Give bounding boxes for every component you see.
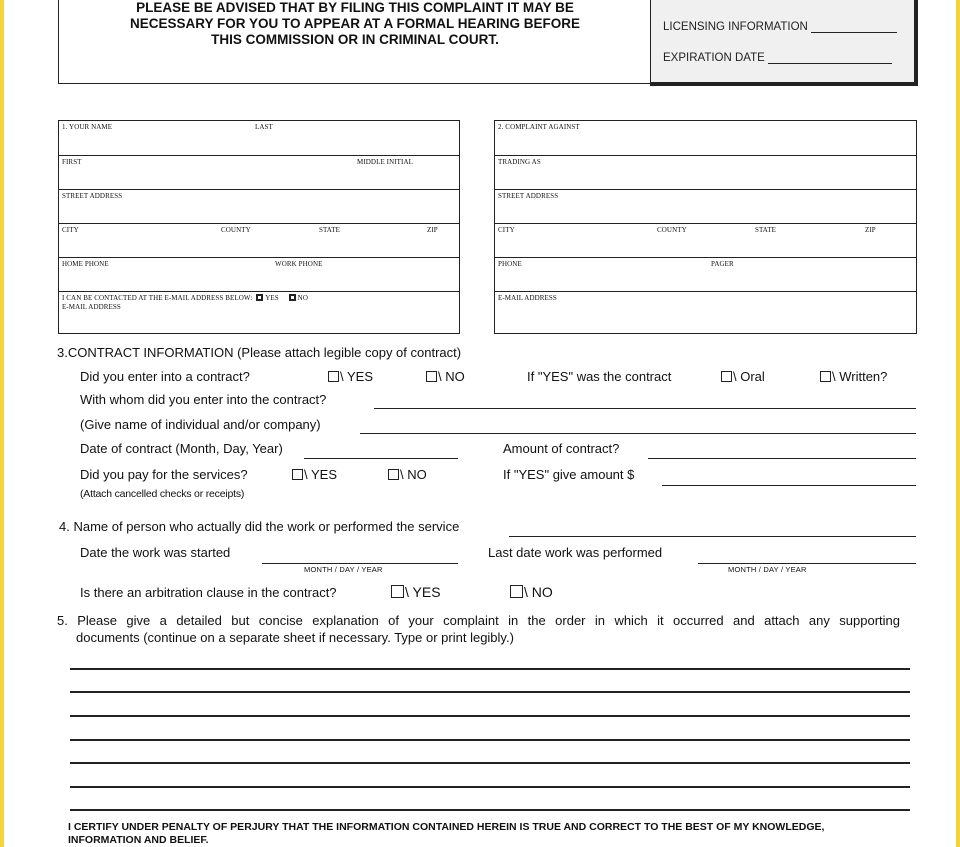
email-no-checkbox[interactable]: [289, 294, 296, 301]
complaint-against-box: [494, 120, 917, 334]
paid-no-option[interactable]: [388, 467, 427, 482]
contract-no-option[interactable]: [426, 369, 465, 384]
name-cell[interactable]: [59, 121, 459, 155]
your-name-label: 1. YOUR NAME: [62, 123, 113, 131]
contract-date-question: Date of contract (Month, Day, Year): [80, 441, 283, 456]
expiration-date-row: [663, 52, 892, 64]
first-name-cell[interactable]: [59, 155, 459, 189]
contract-info-heading: 3.CONTRACT INFORMATION (Please attach legible copy of contract): [57, 345, 462, 360]
email-yes-label: YES: [265, 294, 279, 302]
arbitration-no-option[interactable]: [510, 584, 553, 600]
complaint-against-cell[interactable]: [495, 121, 916, 155]
certification-line-2: INFORMATION AND BELIEF.: [68, 834, 209, 846]
middle-initial-label: MIDDLE INITIAL: [357, 158, 414, 166]
respondent-phone-label: PHONE: [498, 260, 522, 268]
paid-yes-label: \ YES: [304, 467, 338, 482]
home-phone-label: HOME PHONE: [62, 260, 109, 268]
contract-type-question: If "YES" was the contract: [527, 369, 672, 384]
email-contact-prompt-text: I CAN BE CONTACTED AT THE E-MAIL ADDRESS BELOW:: [62, 294, 253, 302]
explanation-line-2[interactable]: [70, 691, 910, 693]
complaint-form-page: [4, 0, 956, 847]
email-yes-checkbox[interactable]: [256, 294, 263, 301]
last-name-label: LAST: [255, 123, 273, 131]
arbitration-yes-checkbox[interactable]: [391, 585, 404, 598]
contract-written-label: \ Written?: [832, 369, 888, 384]
respondent-street-label: STREET ADDRESS: [498, 192, 559, 200]
contract-oral-checkbox[interactable]: [721, 371, 732, 382]
contract-amount-field[interactable]: [648, 458, 916, 459]
respondent-zip-label: ZIP: [865, 226, 876, 234]
street-address-label: STREET ADDRESS: [62, 192, 123, 200]
paid-amount-question: If "YES" give amount $: [503, 467, 635, 482]
respondent-county-label: COUNTY: [657, 226, 687, 234]
arbitration-question: Is there an arbitration clause in the contract?: [80, 585, 337, 600]
explanation-line-1[interactable]: [70, 668, 910, 670]
respondent-street-cell[interactable]: [495, 189, 916, 223]
contract-yes-checkbox[interactable]: [328, 371, 339, 382]
paid-no-label: \ NO: [400, 467, 427, 482]
worker-name-field[interactable]: [509, 536, 916, 537]
contract-written-checkbox[interactable]: [820, 371, 831, 382]
paid-amount-field[interactable]: [662, 485, 916, 486]
notice-line-2: NECESSARY FOR YOU TO APPEAR AT A FORMAL HEARING BEFORE: [129, 16, 581, 31]
arbitration-no-label: \ NO: [524, 584, 553, 600]
paid-yes-option[interactable]: [292, 467, 337, 482]
street-address-cell[interactable]: [59, 189, 459, 223]
respondent-email-cell[interactable]: [495, 291, 916, 335]
contract-yes-option[interactable]: [328, 369, 373, 384]
work-phone-label: WORK PHONE: [275, 260, 323, 268]
paid-no-checkbox[interactable]: [388, 469, 399, 480]
explanation-instructions-line-2: documents (continue on a separate sheet if necessary. Type or print legibly.): [76, 630, 514, 645]
contract-whom-question: With whom did you enter into the contract?: [80, 392, 327, 407]
contract-amount-question: Amount of contract?: [503, 441, 620, 456]
email-address-label: E-MAIL ADDRESS: [62, 303, 121, 311]
licensing-box: [650, 0, 918, 86]
arbitration-yes-label: \ YES: [405, 584, 441, 600]
work-started-date-hint: MONTH / DAY / YEAR: [304, 565, 383, 574]
state-label: STATE: [319, 226, 340, 234]
explanation-instructions-line-1: 5. Please give a detailed but concise explanation of your complaint in the order in which it occurred and attach any supporting: [57, 613, 900, 628]
email-cell[interactable]: [59, 291, 459, 335]
work-started-field[interactable]: [262, 563, 458, 564]
licensing-info-row: [663, 21, 897, 33]
phone-cell[interactable]: [59, 257, 459, 291]
email-no-label: NO: [297, 294, 308, 302]
arbitration-no-checkbox[interactable]: [510, 585, 523, 598]
city-cell[interactable]: [59, 223, 459, 257]
first-name-label: FIRST: [62, 158, 82, 166]
contract-no-checkbox[interactable]: [426, 371, 437, 382]
explanation-line-4[interactable]: [70, 739, 910, 741]
expiration-date-label: EXPIRATION DATE: [663, 52, 765, 64]
hearing-notice-box: [58, 0, 652, 84]
explanation-line-3[interactable]: [70, 715, 910, 717]
notice-line-3: THIS COMMISSION OR IN CRIMINAL COURT.: [211, 32, 499, 47]
respondent-city-label: CITY: [498, 226, 515, 234]
contract-date-field[interactable]: [304, 458, 458, 459]
licensing-info-label: LICENSING INFORMATION: [663, 21, 808, 33]
respondent-city-cell[interactable]: [495, 223, 916, 257]
licensing-info-field[interactable]: [811, 32, 897, 33]
arbitration-yes-option[interactable]: [391, 584, 441, 600]
paid-services-question: Did you pay for the services?: [80, 467, 248, 482]
give-name-note: (Give name of individual and/or company): [80, 417, 321, 432]
work-started-question: Date the work was started: [80, 545, 231, 560]
contract-party-name-field[interactable]: [360, 433, 916, 434]
respondent-phone-cell[interactable]: [495, 257, 916, 291]
last-work-date-question: Last date work was performed: [488, 545, 663, 560]
contract-oral-option[interactable]: [721, 369, 765, 384]
pager-label: PAGER: [711, 260, 734, 268]
paid-yes-checkbox[interactable]: [292, 469, 303, 480]
explanation-line-7[interactable]: [70, 809, 910, 811]
last-work-date-hint: MONTH / DAY / YEAR: [728, 565, 807, 574]
contract-no-label: \ NO: [438, 369, 465, 384]
contract-yes-label: \ YES: [340, 369, 374, 384]
complainant-info-box: [58, 120, 460, 334]
certification-line-1: I CERTIFY UNDER PENALTY OF PERJURY THAT THE INFORMATION CONTAINED HEREIN IS TRUE AND CORRECT TO THE BEST OF MY KNOWLEDGE,: [68, 821, 825, 833]
respondent-state-label: STATE: [755, 226, 776, 234]
explanation-line-6[interactable]: [70, 786, 910, 788]
zip-label: ZIP: [427, 226, 438, 234]
contract-question: Did you enter into a contract?: [80, 369, 250, 384]
contract-written-option[interactable]: [820, 369, 887, 384]
explanation-line-5[interactable]: [70, 762, 910, 764]
trading-as-label: TRADING AS: [498, 158, 541, 166]
expiration-date-field[interactable]: [768, 63, 892, 64]
attach-receipts-note: (Attach cancelled checks or receipts): [80, 488, 245, 500]
complaint-against-label: 2. COMPLAINT AGAINST: [498, 123, 580, 131]
worker-name-question: 4. Name of person who actually did the work or performed the service: [59, 519, 460, 534]
last-work-date-field[interactable]: [698, 563, 916, 564]
trading-as-cell[interactable]: [495, 155, 916, 189]
county-label: COUNTY: [221, 226, 251, 234]
city-label: CITY: [62, 226, 79, 234]
respondent-email-label: E-MAIL ADDRESS: [498, 294, 557, 302]
contract-whom-field[interactable]: [374, 408, 916, 409]
email-contact-prompt: [62, 294, 308, 302]
contract-oral-label: \ Oral: [733, 369, 765, 384]
notice-line-1: PLEASE BE ADVISED THAT BY FILING THIS COMPLAINT IT MAY BE: [136, 0, 574, 15]
